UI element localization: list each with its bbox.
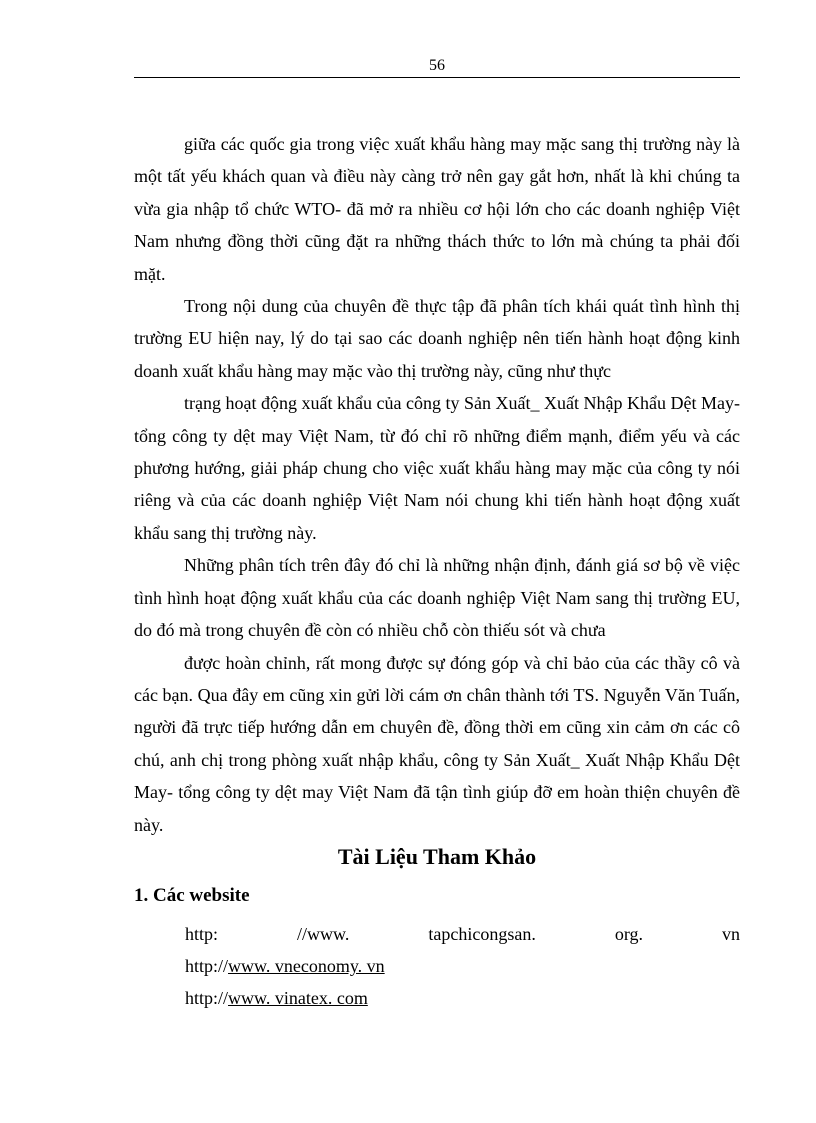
header-rule — [134, 77, 740, 78]
link-1-part: //www. — [297, 924, 350, 944]
paragraph-1: giữa các quốc gia trong việc xuất khẩu hàng may mặc sang thị trường này là một tất yếu khách quan và điều này càng trở nên gay gắt hơn, nhất là khi chúng ta vừa gia nhập tổ chức WTO- đã mở ra nhiều cơ hội lớn cho các doanh nghiệp Việt Nam nhưng đồng thời cũng đặt ra những thách thức to lớn mà chúng ta phải đối mặt. — [134, 134, 740, 284]
reference-link-2[interactable] — [185, 950, 740, 982]
paragraph-3: trạng hoạt động xuất khẩu của công ty Sản Xuất_ Xuất Nhập Khẩu Dệt May- tổng công ty dệt may Việt Nam, từ đó chỉ rõ những điểm mạnh, điểm yếu và các phương hướng, giải pháp chung cho việc xuất khẩu hàng may mặc của công ty nói riêng và của các doanh nghiệp Việt Nam nói chung khi tiến hành hoạt động xuất khẩu sang thị trường này. — [134, 393, 740, 543]
link-1-part: vn — [722, 924, 740, 944]
link-2-address[interactable]: www. vneconomy. vn — [228, 956, 385, 976]
references-title: Tài Liệu Tham Khảo — [337, 844, 537, 869]
link-2-prefix: http:// — [185, 956, 229, 976]
link-1-part: http: — [185, 924, 219, 944]
body-text — [134, 128, 740, 841]
reference-links — [185, 918, 740, 1014]
reference-link-3[interactable] — [185, 982, 740, 1014]
paragraph-2: Trong nội dung của chuyên đề thực tập đã phân tích khái quát tình hình thị trường EU hiện nay, lý do tại sao các doanh nghiệp nên tiến hành hoạt động kinh doanh xuất khẩu hàng may mặc vào thị trường này, cũng như thực — [134, 296, 740, 381]
paragraph-5: được hoàn chỉnh, rất mong được sự đóng góp và chỉ bảo của các thầy cô và các bạn. Qua đây em cũng xin gửi lời cám ơn chân thành tới TS. Nguyễn Văn Tuấn, người đã trực tiếp hướng dẫn em chuyên đề, đồng thời em cũng xin cảm ơn các cô chú, anh chị trong phòng xuất nhập khẩu, công ty Sản Xuất_ Xuất Nhập Khẩu Dệt May- tổng công ty dệt may Việt Nam đã tận tình giúp đỡ em hoàn thiện chuyên đề này. — [134, 652, 740, 835]
page-number: 56 — [429, 57, 445, 74]
paragraph-4: Những phân tích trên đây đó chỉ là những nhận định, đánh giá sơ bộ về việc tình hình hoạt động xuất khẩu của các doanh nghiệp Việt Nam sang thị trường EU, do đó mà trong chuyên đề còn có nhiều chỗ còn thiếu sót và chưa — [134, 555, 740, 641]
link-1-part: tapchicongsan. — [428, 924, 536, 944]
link-1-part: org. — [614, 924, 643, 944]
reference-link-1[interactable] — [185, 918, 740, 950]
link-3-address[interactable]: www. vinatex. com — [228, 988, 368, 1008]
link-3-prefix: http:// — [185, 988, 229, 1008]
references-section: 1. Các website — [134, 885, 250, 906]
